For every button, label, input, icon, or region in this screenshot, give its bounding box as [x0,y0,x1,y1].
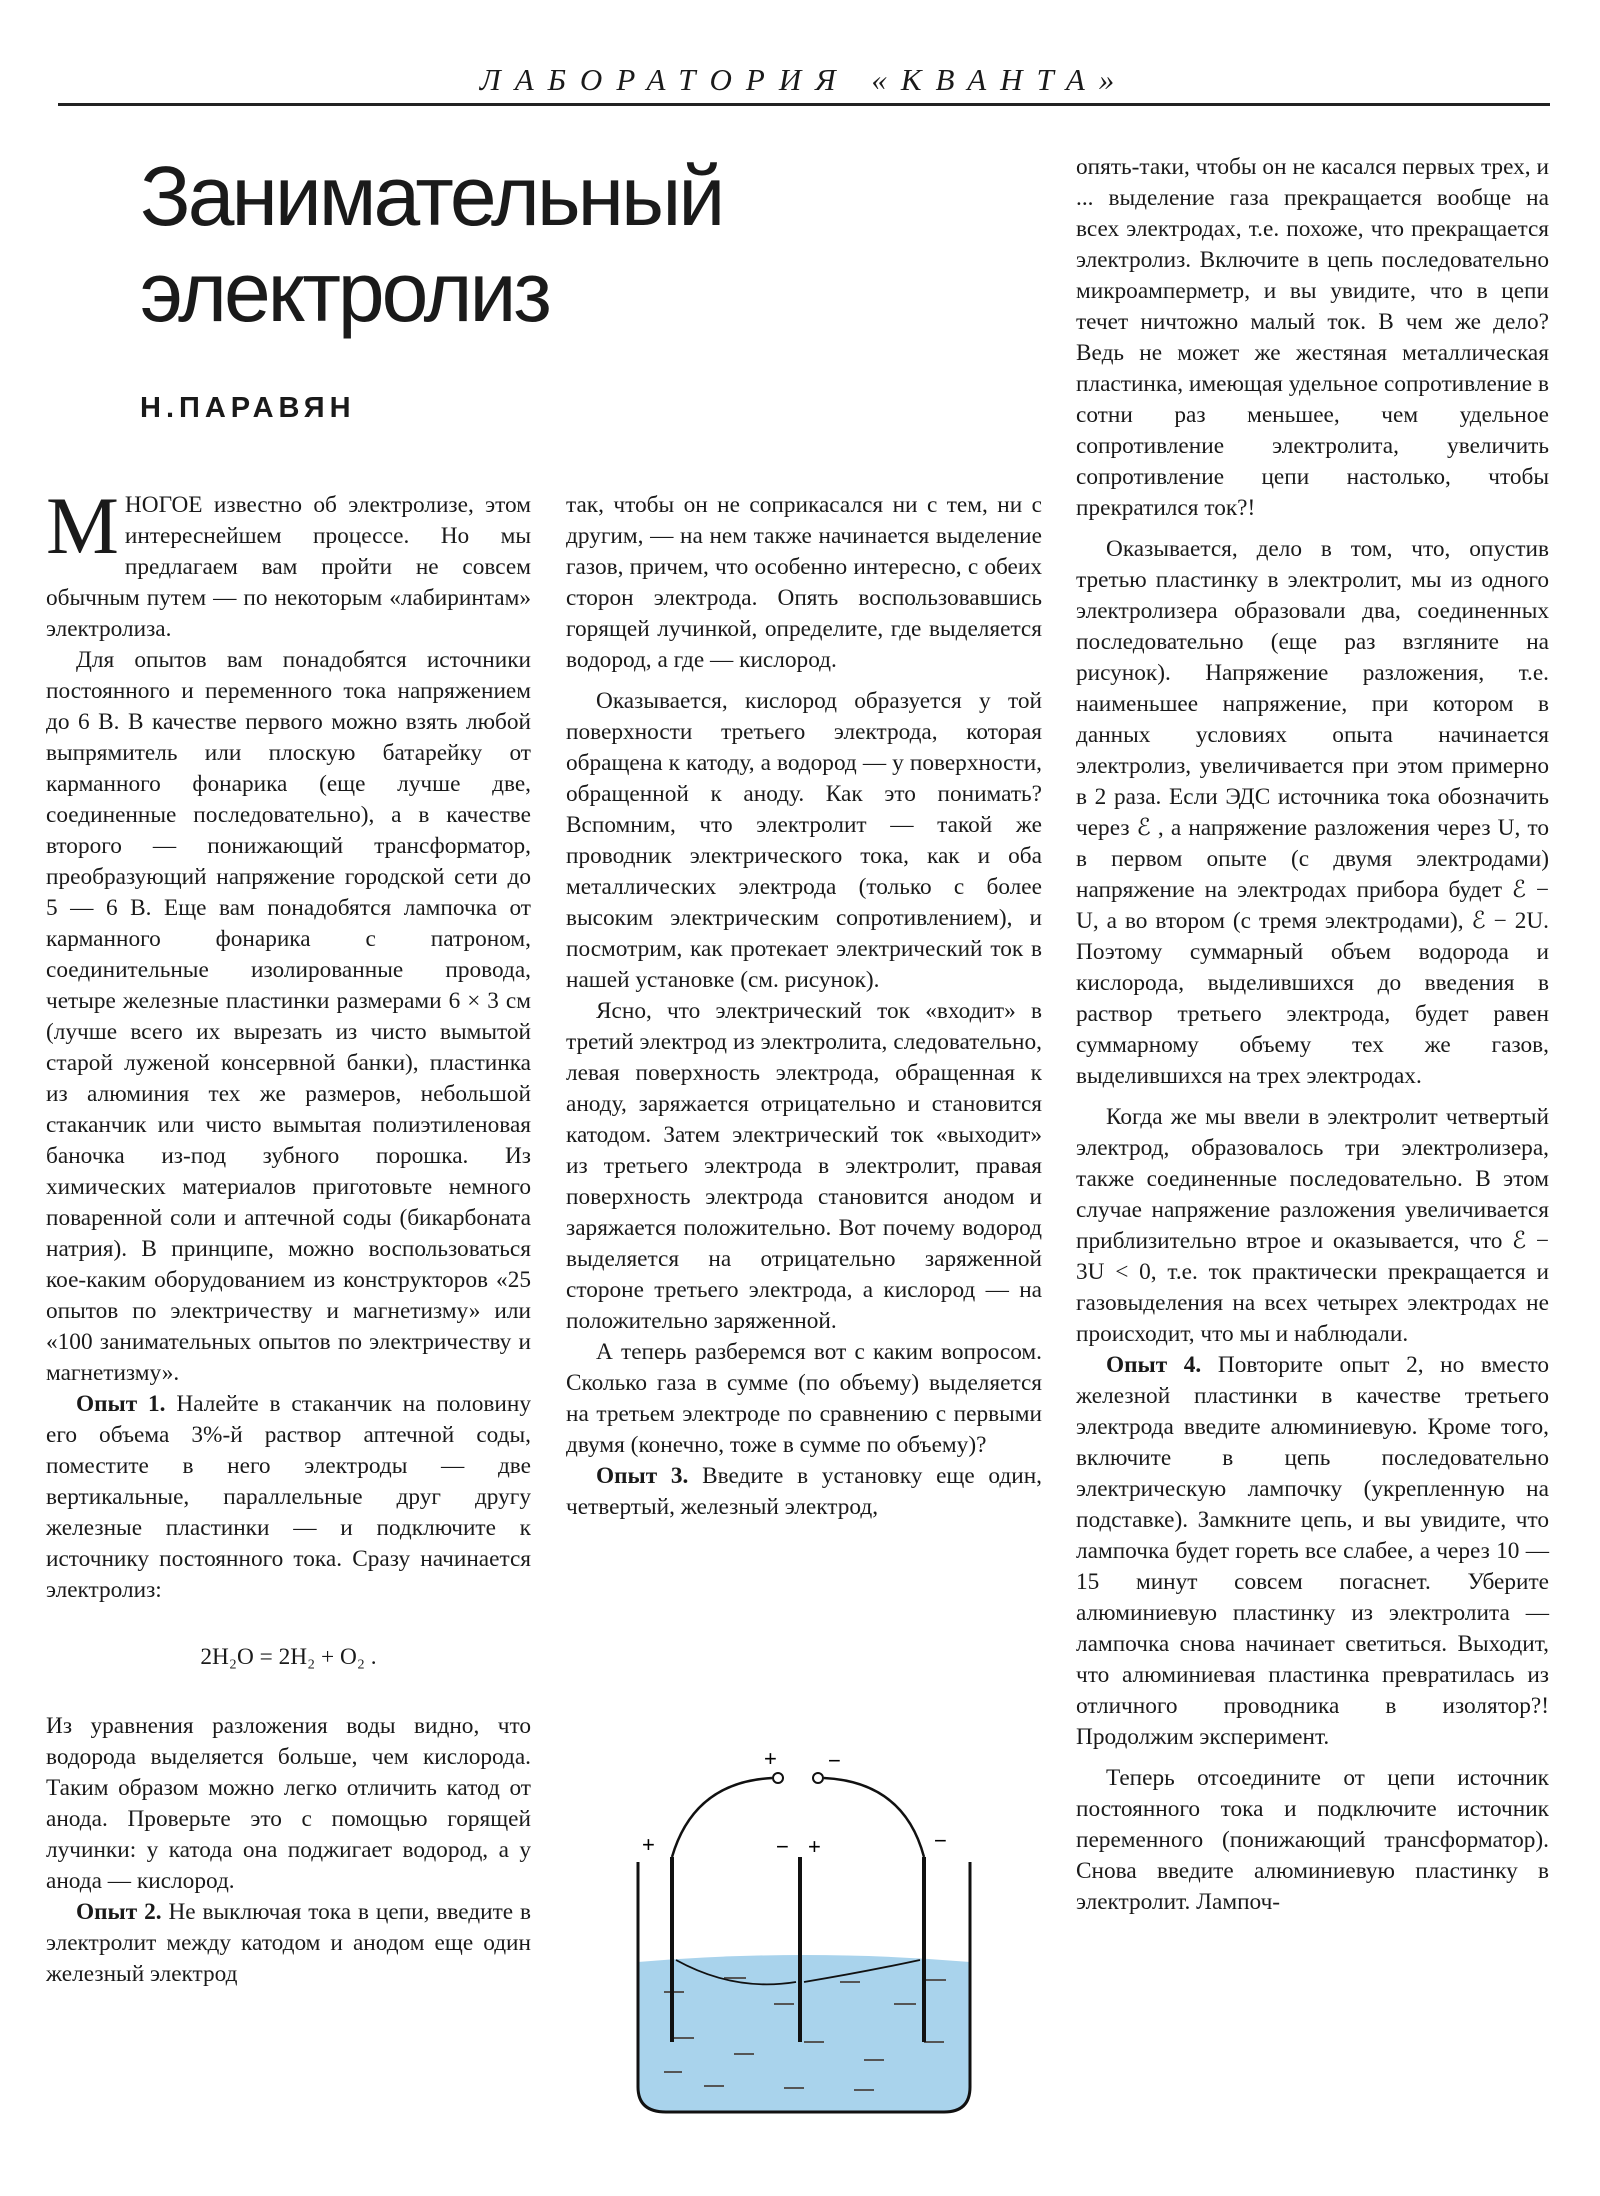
paragraph: так, чтобы он не соприкасался ни с тем, ни с другим, — на нем также начинается выделение газов, причем, что особенно интересно, с обеих сторон электрода. Опять воспользовавшись горящей лучинкой, определите, где выделяется водород, а где — кислород. [566,492,1042,673]
terminal-plus [773,1773,783,1783]
circuit-wire [672,1778,924,1857]
experiment-label: Опыт 1. [76,1391,166,1417]
paragraph: Оказывается, дело в том, что, опустив третью пластинку в электролит, мы из одного электролизера образовали два, соединенных последовательно (еще раз взгляните на рисунок). Напряжение разложения, т.е. наименьшее напряжение, при котором в данных условиях опыта начинается электролиз, увеличивается при этом примерно в 2 раза. Если ЭДС источника тока обозначить через ℰ , а напряжение разложения через U, то в первом опыте (с двумя электродами) напряжение на электродах прибора будет ℰ − U, а во втором (с тремя электродами), ℰ − 2U. Поэтому суммарный объем водорода и кислорода, выделившихся до введения в раствор третьего электрода, будет равен суммарному объему тех же газов, выделившихся на трех электродах. [1076,536,1549,1089]
label-minus-mid: − [776,1834,789,1859]
paragraph: Когда же мы ввели в электролит четвертый электрод, образовалось три электролизера, также соединенные последовательно. В этом случае напряжение разложения увеличивается приблизительно втрое и оказывается, что ℰ − 3U < 0, т.е. ток практически прекращается и газовыделения на всех четырех электродах не происходит, что мы и наблюдали. [1076,1104,1549,1347]
experiment-label: Опыт 4. [1106,1352,1202,1378]
label-plus-left: + [642,1832,655,1857]
terminal-minus [813,1773,823,1783]
column-3 [1076,152,1549,1918]
paragraph [1076,1350,1549,1753]
paragraph-text: Налейте в стаканчик на половину его объема 3%-й раствор аптечной соды, поместите в него электроды — две вертикальные, параллельные друг другу железные пластинки — и подключите к источнику постоянного тока. Сразу начинается электролиз: [46,1391,532,1603]
electrolysis-figure [624,1742,986,2122]
experiment-label: Опыт 2. [76,1899,162,1925]
paragraph-text: НОГОЕ известно об электролизе, этом интереснейшем процессе. Но мы предлагаем вам пройти не совсем обычным путем — по некоторым «лабиринтам» электролиза. [46,492,531,642]
formula: 2H₂O = 2H₂ + O₂ . [200,1644,377,1670]
header-rule [58,103,1550,106]
label-minus-top: − [828,1748,841,1773]
article-title [140,148,722,340]
paragraph [46,480,531,645]
paragraph: Для опытов вам понадобятся источники постоянного и переменного тока напряжением до 6 В. В качестве первого можно взять любой выпрямитель или плоскую батарейку от карманного фонарика (еще лучше две, соединенные последовательно), а в качестве второго — понижающий трансформатор, преобразующий напряжение городской сети до 5 — 6 В. Еще вам понадобятся лампочка от карманного фонарика с патроном, соединительные изолированные провода, четыре железные пластинки размерами 6 × 3 см (лучше всего их вырезать из чисто вымытой старой луженой консервной банки), пластинка из алюминия тех же размеров, небольшой стаканчик или чисто вымытая полиэтиленовая баночка из-под зубного порошка. Из химических материалов приготовьте немного поваренной соли и аптечной соды (бикарбоната натрия). В принципе, можно воспользоваться кое-каким оборудованием из конструкторов «25 опытов по электричеству и магнетизму» или «100 занимательных опытов по электричеству и магнетизму». [46,647,531,1386]
paragraph-text: Не выключая тока в цепи, введите в электролит между катодом и анодом еще один железный электрод [46,1899,531,1987]
paragraph-text: Введите в установку еще один, четвертый, железный электрод, [566,1463,1042,1520]
label-minus-right: − [934,1828,947,1853]
label-plus-top: + [764,1746,777,1771]
experiment-label: Опыт 3. [596,1463,689,1489]
paragraph [566,1461,1042,1523]
paragraph-text: Повторите опыт 2, но вместо железной пластинки в качестве третьего электрода введите алюминиевую. Кроме того, включите в цепь последовательно электрическую лампочку (укрепленную на подставке). Замкните цепь, и вы увидите, что лампочка будет гореть все слабее, а через 10 — 15 минут совсем погаснет. Уберите алюминиевую пластинку из электролита — лампочка снова начинает светиться. Выходит, что алюминиевая пластинка превратилась из отличного проводника в изолятор?! Продолжим эксперимент. [1076,1352,1549,1750]
paragraph: Оказывается, кислород образуется у той поверхности третьего электрода, которая обращена к катоду, а водород — у поверхности, обращенной к аноду. Как это понимать? Вспомним, что электролит — такой же проводник электрического тока, как и оба металлических электрода (только с более высоким электрическим сопротивлением), и посмотрим, как протекает электрический ток в нашей установке (см. рисунок). [566,688,1042,993]
label-plus-mid: + [808,1834,821,1859]
paragraph: опять-таки, чтобы он не касался первых трех, и ... выделение газа прекращается вообще на всех электродах, т.е. похоже, что прекращается электролиз. Включите в цепь последовательно микроамперметр, и вы увидите, что в цепи течет ничтожно малый ток. В чем же дело? Ведь не может же жестяная металлическая пластинка, имеющая удельное сопротивление в сотни раз меньшее, чем удельное сопротивление электролита, увеличить сопротивление цепи настолько, чтобы прекратился ток?! [1076,154,1549,521]
paragraph [46,1389,531,1606]
paragraph: Теперь отсоедините от цепи источник постоянного тока и подключите источник переменного (понижающий трансформатор). Снова введите алюминиевую пластинку в электролит. Лампоч- [1076,1765,1549,1915]
column-2 [566,490,1042,1523]
paragraph: Из уравнения разложения воды видно, что водорода выделяется больше, чем кислорода. Таким образом можно легко отличить катод от анода. Проверьте это с помощью горящей лучинки: у катода она поджигает водород, а у анода — кислород. [46,1713,531,1894]
title-line-2: электролиз [140,245,549,339]
column-1 [46,480,532,1990]
paragraph [46,1897,531,1990]
section-header: ЛАБОРАТОРИЯ «КВАНТА» [479,62,1129,97]
paragraph: А теперь разберемся вот с каким вопросом. Сколько газа в сумме (по объему) выделяется на третьем электроде по сравнению с первыми двумя (конечно, тоже в сумме по объему)? [566,1339,1042,1458]
paragraph: Ясно, что электрический ток «входит» в третий электрод из электролита, следовательно, левая поверхность электрода, обращенная к аноду, заряжается отрицательно и становится катодом. Затем электрический ток «выходит» из третьего электрода в электролит, правая поверхность электрода становится анодом и заряжается положительно. Вот почему водород выделяется на отрицательно заряженной стороне третьего электрода, а кислород — на положительно заряженной. [566,998,1042,1334]
title-line-1: Занимательный [140,149,723,243]
drop-cap: М [46,480,119,571]
article-author: Н.ПАРАВЯН [140,392,356,424]
